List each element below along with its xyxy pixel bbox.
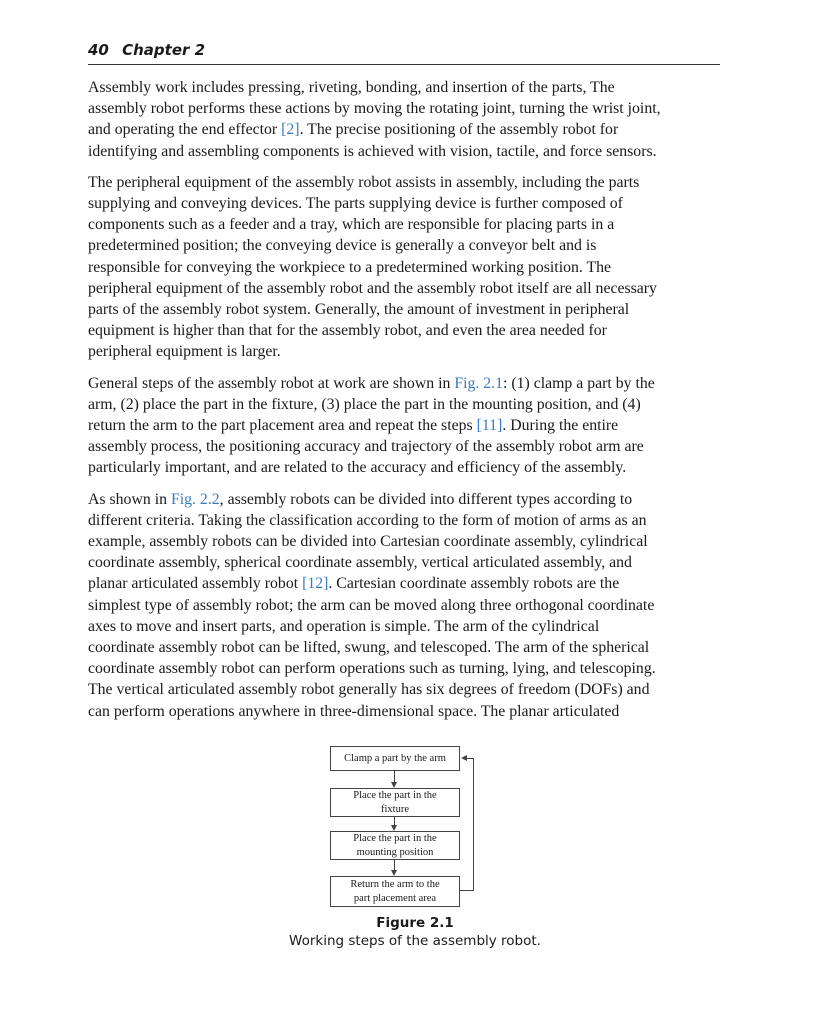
- paragraph: [88, 373, 720, 479]
- text-line: [88, 141, 720, 162]
- text-line: [88, 214, 720, 235]
- flowchart-step-text: mounting position: [356, 846, 434, 858]
- text-run: responsible for conveying the workpiece to a predetermined working position. The: [88, 258, 612, 276]
- text-run: return the arm to the part placement area and repeat the steps: [88, 417, 477, 435]
- text-line: [88, 119, 720, 140]
- flowchart-step-text: Clamp a part by the arm: [344, 752, 446, 764]
- text-run: assembly robot performs these actions by moving the rotating joint, turning the wrist joint,: [88, 100, 661, 118]
- text-line: [88, 573, 720, 594]
- text-line: [88, 278, 720, 299]
- text-run: different criteria. Taking the classification according to the form of motion of arms as an: [88, 511, 647, 529]
- reference-link[interactable]: [2]: [281, 121, 300, 139]
- loop-connector-top: [467, 758, 474, 759]
- text-line: [88, 299, 720, 320]
- text-line: [88, 679, 720, 700]
- figure-label: Figure 2.1: [376, 915, 454, 931]
- text-line: [88, 658, 720, 679]
- text-run: planar articulated assembly robot: [88, 575, 303, 593]
- text-run: components such as a feeder and a tray, which are responsible for placing parts in a: [88, 216, 615, 234]
- flowchart-step-text: Return the arm to the: [350, 878, 440, 890]
- text-run: , assembly robots can be divided into different types according to: [219, 490, 633, 508]
- text-run: The peripheral equipment of the assembly robot assists in assembly, including the parts: [88, 173, 640, 191]
- flowchart-step-text: fixture: [381, 803, 409, 815]
- text-run: predetermined position; the conveying device is generally a conveyor belt and is: [88, 237, 597, 255]
- text-run: particularly important, and are related to the accuracy and efficiency of the assembly.: [88, 459, 627, 477]
- reference-link[interactable]: [12]: [302, 575, 329, 593]
- text-line: [88, 320, 720, 341]
- text-line: [88, 531, 720, 552]
- text-line: [88, 394, 720, 415]
- loop-connector-vertical: [473, 758, 474, 890]
- text-run: peripheral equipment of the assembly robot and the assembly robot itself are all necessary: [88, 279, 657, 297]
- text-line: [88, 595, 720, 616]
- text-line: [88, 98, 720, 119]
- text-run: identifying and assembling components is achieved with vision, tactile, and force sensors.: [88, 142, 657, 160]
- text-line: [88, 341, 720, 362]
- flowchart-step-box: [330, 788, 460, 817]
- text-line: [88, 415, 720, 436]
- loop-connector-bottom: [460, 890, 474, 891]
- text-run: peripheral equipment is larger.: [88, 343, 281, 361]
- text-line: [88, 172, 720, 193]
- reference-link[interactable]: [11]: [476, 417, 503, 435]
- text-line: [88, 616, 720, 637]
- page-header: [88, 40, 720, 65]
- text-run: simplest type of assembly robot; the arm can be moved along three orthogonal coordinate: [88, 596, 655, 614]
- text-run: General steps of the assembly robot at work are shown in: [88, 374, 455, 392]
- text-run: coordinate assembly, spherical coordinate assembly, vertical articulated assembly, and: [88, 554, 632, 572]
- flow-arrow-line: [394, 817, 395, 825]
- page-number: 40: [88, 41, 109, 59]
- text-run: equipment is higher than that for the assembly robot, and even the area needed for: [88, 322, 607, 340]
- text-run: coordinate assembly robot can perform operations such as turning, lying, and telescoping.: [88, 660, 656, 678]
- flowchart-figure-2-1: [330, 746, 480, 911]
- text-line: [88, 457, 720, 478]
- text-run: . During the entire: [502, 417, 619, 435]
- text-line: [88, 193, 720, 214]
- text-line: [88, 257, 720, 278]
- chapter-title: Chapter 2: [122, 41, 206, 59]
- loop-arrowhead: [461, 755, 467, 761]
- body-text: [88, 77, 720, 732]
- flow-arrow-line: [394, 771, 395, 782]
- text-run: coordinate assembly robot can be lifted, swung, and telescoped. The arm of the spherical: [88, 639, 650, 657]
- text-run: . Cartesian coordinate assembly robots are the: [328, 575, 620, 593]
- text-run: Assembly work includes pressing, riveting, bonding, and insertion of the parts, The: [88, 79, 615, 96]
- text-run: axes to move and insert parts, and operation is simple. The arm of the cylindrical: [88, 617, 600, 635]
- flowchart-step-box: [330, 831, 460, 860]
- text-run: example, assembly robots can be divided into Cartesian coordinate assembly, cylindrical: [88, 533, 648, 551]
- text-run: arm, (2) place the part in the fixture, (3) place the part in the mounting position, and (4): [88, 395, 641, 413]
- text-run: As shown in: [88, 490, 171, 508]
- text-run: assembly process, the positioning accuracy and trajectory of the assembly robot arm are: [88, 438, 644, 456]
- text-line: [88, 637, 720, 658]
- text-line: [88, 510, 720, 531]
- text-run: parts of the assembly robot system. Generally, the amount of investment in peripheral: [88, 301, 630, 319]
- text-line: [88, 436, 720, 457]
- flowchart-step-box: [330, 746, 460, 771]
- paragraph: [88, 77, 720, 162]
- flowchart-step-text: part placement area: [353, 892, 437, 904]
- flowchart-step-text: Place the part in the: [353, 832, 437, 844]
- text-run: . The precise positioning of the assembly robot for: [299, 121, 619, 139]
- figure-caption: Working steps of the assembly robot.: [289, 933, 541, 949]
- text-run: The vertical articulated assembly robot generally has six degrees of freedom (DOFs) and: [88, 681, 650, 699]
- reference-link[interactable]: Fig. 2.2: [170, 490, 220, 508]
- flowchart-step-box: [330, 876, 460, 907]
- text-run: supplying and conveying devices. The parts supplying device is further composed of: [88, 195, 623, 213]
- text-line: [88, 77, 720, 98]
- text-line: [88, 235, 720, 256]
- reference-link[interactable]: Fig. 2.1: [454, 374, 504, 392]
- text-line: [88, 552, 720, 573]
- paragraph: [88, 172, 720, 363]
- text-line: [88, 489, 720, 510]
- text-run: can perform operations anywhere in three-dimensional space. The planar articulated: [88, 702, 620, 720]
- flow-arrow-line: [394, 860, 395, 870]
- flowchart-step-text: Place the part in the: [353, 789, 437, 801]
- paragraph: [88, 489, 720, 722]
- text-run: and operating the end effector: [88, 121, 282, 139]
- text-line: [88, 701, 720, 722]
- text-line: [88, 373, 720, 394]
- text-run: : (1) clamp a part by the: [503, 374, 655, 392]
